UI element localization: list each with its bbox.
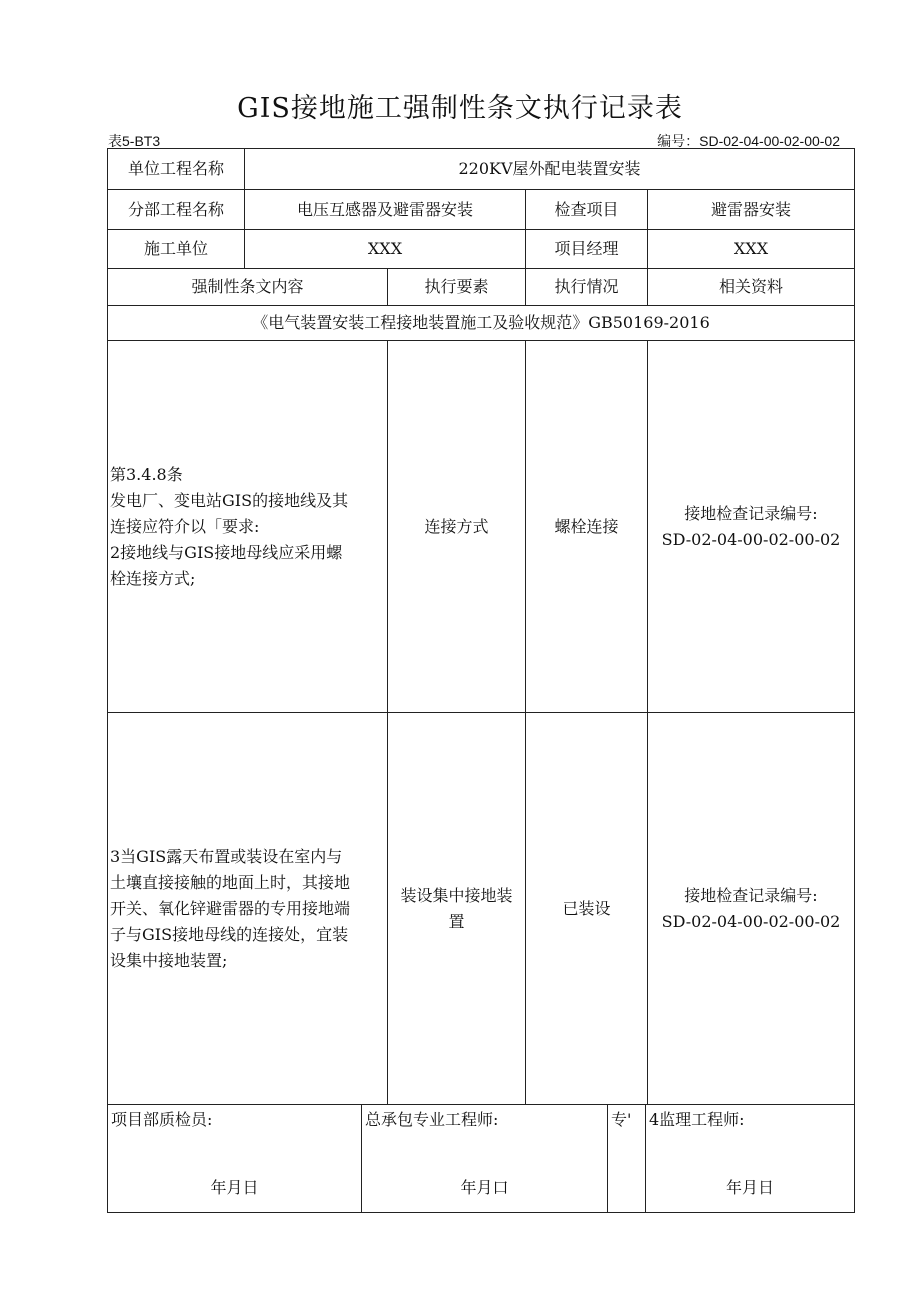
clause-content	[108, 713, 388, 1105]
header-execution-status: 执行情况	[526, 269, 648, 306]
qc-inspector-label: 项目部质检员:	[111, 1110, 213, 1129]
related-docs	[648, 713, 855, 1105]
execution-element: 连接方式	[388, 341, 526, 713]
qc-inspector-signature	[108, 1105, 362, 1213]
constructor-label: 施工单位	[108, 230, 245, 269]
supervisor-date: 年月日	[725, 1178, 774, 1197]
header-execution-element: 执行要素	[388, 269, 526, 306]
unit-project-label: 单位工程名称	[108, 149, 245, 190]
clause-line: 连接应符介以「要求:	[110, 516, 260, 536]
check-item-value: 避雷器安装	[648, 190, 855, 230]
supervisor-label: 4监理工程师:	[649, 1110, 745, 1129]
clause-content	[108, 341, 388, 713]
clause-line: 子与GIS接地母线的连接处，宜装	[110, 924, 349, 944]
element-line: 装设集中接地装	[400, 885, 513, 905]
clause-line: 开关、氧化锌避雷器的专用接地端	[110, 898, 351, 918]
signature-row	[108, 1105, 855, 1213]
project-manager-label: 项目经理	[526, 230, 648, 269]
general-contractor-label: 总承包专业工程师:	[365, 1110, 499, 1129]
sub-project-value: 电压互感器及避雷器安装	[245, 190, 526, 230]
clause-line: 3当GIS露天布置或装设在室内与	[110, 846, 343, 866]
project-manager-value: XXX	[648, 230, 855, 269]
clause-line: 第3.4.8条	[110, 464, 183, 484]
page-title: GIS接地施工强制性条文执行记录表	[237, 93, 683, 124]
clause-line: 土壤直接接触的地面上时，其接地	[110, 872, 351, 892]
table-header-row	[108, 269, 855, 306]
check-item-label: 检查项目	[526, 190, 648, 230]
execution-element	[388, 713, 526, 1105]
header-related-docs: 相关资料	[648, 269, 855, 306]
general-contractor-signature	[362, 1105, 608, 1213]
supervisor-prefix: 专'	[611, 1110, 632, 1129]
constructor-value: XXX	[245, 230, 526, 269]
table-row	[108, 149, 855, 190]
clause-line: 2接地线与GIS接地母线应采用螺	[110, 542, 343, 562]
general-contractor-date: 年月口	[460, 1178, 509, 1197]
supervisor-prefix-cell	[608, 1105, 646, 1213]
clause-line: 栓连接方式;	[110, 568, 196, 588]
signature-table	[107, 1104, 855, 1213]
docs-label: 接地检查记录编号:	[684, 885, 818, 905]
standard-title: 《电气装置安装工程接地装置施工及验收规范》GB50169-2016	[108, 306, 855, 341]
execution-status: 已装设	[526, 713, 648, 1105]
element-line: 置	[448, 911, 465, 931]
header-clause-content: 强制性条文内容	[108, 269, 388, 306]
related-docs	[648, 341, 855, 713]
table-row	[108, 306, 855, 341]
clause-line: 设集中接地装置;	[110, 950, 228, 970]
sub-project-label: 分部工程名称	[108, 190, 245, 230]
table-row	[108, 190, 855, 230]
table-row	[108, 230, 855, 269]
unit-project-value: 220KV屋外配电装置安装	[245, 149, 855, 190]
table-row	[108, 341, 855, 713]
table-row	[108, 713, 855, 1105]
docs-label: 接地检查记录编号:	[684, 503, 818, 523]
docs-record-number: SD-02-04-00-02-00-02	[661, 529, 841, 549]
supervisor-signature	[646, 1105, 855, 1213]
qc-inspector-date: 年月日	[210, 1178, 259, 1197]
execution-status: 螺栓连接	[526, 341, 648, 713]
clause-line: 发电厂、变电站GIS的接地线及其	[110, 490, 349, 510]
record-table	[107, 148, 855, 1105]
table-number: 表5-BT3	[108, 133, 161, 149]
document-number: 编号：SD-02-04-00-02-00-02	[657, 133, 840, 149]
docs-record-number: SD-02-04-00-02-00-02	[661, 911, 841, 931]
